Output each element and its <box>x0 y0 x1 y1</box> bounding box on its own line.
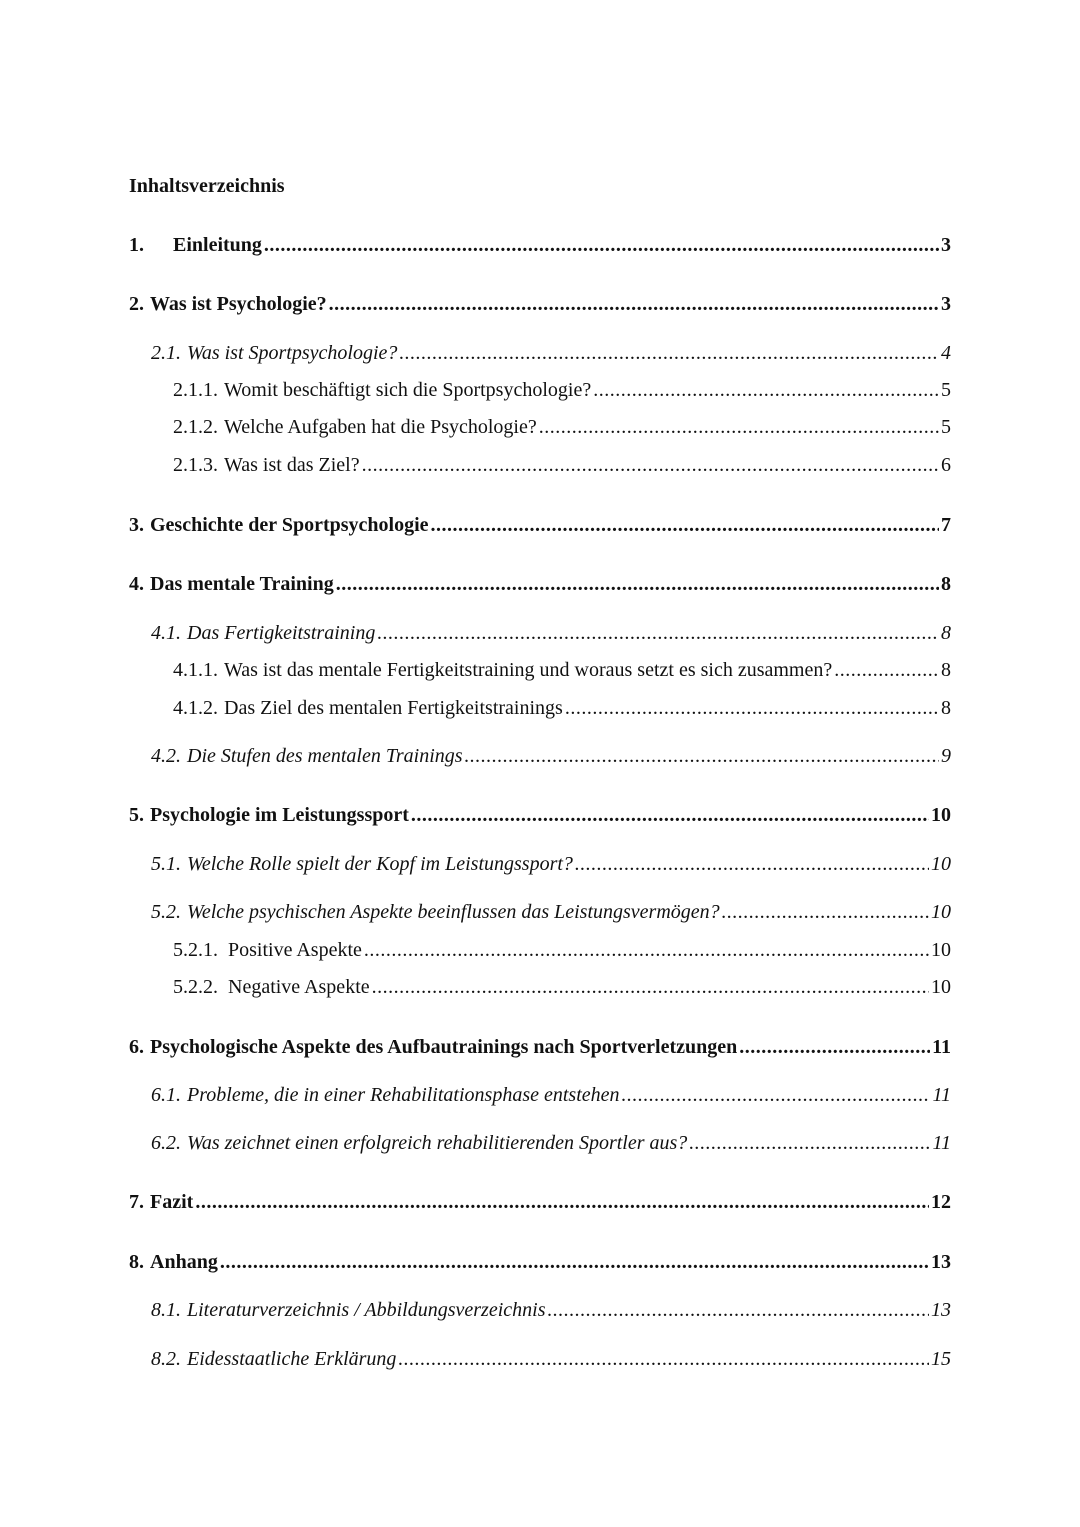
toc-entry-page: 4 <box>941 342 951 364</box>
toc-entry-number: 2.1.3. <box>173 454 218 476</box>
dot-leader <box>465 743 939 769</box>
toc-entry-number: 5.2.2. <box>173 976 218 998</box>
toc-entry-5-2[interactable] <box>151 899 951 925</box>
dot-leader <box>689 1130 930 1156</box>
toc-entry-title: Eidesstaatliche Erklärung <box>187 1348 397 1370</box>
toc-entry-number: 2.1. <box>151 342 181 364</box>
toc-entry-title: Welche Aufgaben hat die Psychologie? <box>224 416 537 438</box>
dot-leader <box>195 1189 929 1215</box>
dot-leader <box>336 571 939 597</box>
toc-entry-number: 4.1. <box>151 622 181 644</box>
toc-entry-title: Geschichte der Sportpsychologie <box>150 514 429 536</box>
toc-entry-2-1[interactable] <box>151 340 951 366</box>
toc-entry-page: 8 <box>941 697 951 719</box>
page-title: Inhaltsverzeichnis <box>129 175 285 197</box>
toc-entry-number: 3. <box>129 514 144 536</box>
toc-entry-number: 5.2. <box>151 901 181 923</box>
toc-entry-page: 3 <box>941 234 951 256</box>
toc-entry-page: 13 <box>931 1299 951 1321</box>
toc-entry-page: 11 <box>932 1132 951 1154</box>
dot-leader <box>834 657 939 683</box>
toc-entry-page: 10 <box>931 853 951 875</box>
toc-entry-title: Was ist Psychologie? <box>150 293 327 315</box>
toc-entry-5-2-2[interactable] <box>173 974 951 1000</box>
toc-entry-4-1-1[interactable] <box>173 657 951 683</box>
toc-entry-1[interactable] <box>129 232 951 258</box>
toc-entry-7[interactable] <box>129 1189 951 1215</box>
toc-entry-page: 7 <box>941 514 951 536</box>
toc-entry-2-1-3[interactable] <box>173 452 951 478</box>
toc-entry-page: 12 <box>931 1191 951 1213</box>
toc-entry-page: 5 <box>941 379 951 401</box>
toc-entry-title: Das Ziel des mentalen Fertigkeitstrainings <box>224 697 563 719</box>
toc-entry-8[interactable] <box>129 1249 951 1275</box>
toc-entry-page: 10 <box>931 901 951 923</box>
dot-leader <box>575 851 929 877</box>
toc-entry-page: 15 <box>931 1348 951 1370</box>
toc-entry-page: 3 <box>941 293 951 315</box>
toc-entry-6[interactable] <box>129 1034 951 1060</box>
toc-entry-number: 6.1. <box>151 1084 181 1106</box>
toc-entry-5-1[interactable] <box>151 851 951 877</box>
dot-leader <box>539 414 939 440</box>
toc-entry-page: 10 <box>931 976 951 998</box>
toc-entry-2[interactable] <box>129 291 951 317</box>
dot-leader <box>362 452 939 478</box>
toc-entry-5-2-1[interactable] <box>173 937 951 963</box>
toc-entry-number: 6.2. <box>151 1132 181 1154</box>
toc-entry-8-1[interactable] <box>151 1297 951 1323</box>
toc-entry-number: 5.2.1. <box>173 939 218 961</box>
toc-entry-number: 8. <box>129 1251 144 1273</box>
toc-entry-number: 2.1.2. <box>173 416 218 438</box>
toc-entry-title: Das mentale Training <box>150 573 334 595</box>
toc-entry-title: Die Stufen des mentalen Trainings <box>187 745 463 767</box>
toc-entry-page: 13 <box>931 1251 951 1273</box>
dot-leader <box>593 377 939 403</box>
dot-leader <box>398 1346 929 1372</box>
toc-entry-number: 2.1.1. <box>173 379 218 401</box>
dot-leader <box>722 899 929 925</box>
toc-entry-title: Psychologische Aspekte des Aufbautrainings nach Sportverletzungen <box>150 1036 738 1058</box>
toc-entry-6-1[interactable] <box>151 1082 951 1108</box>
toc-entry-page: 9 <box>941 745 951 767</box>
dot-leader <box>220 1249 929 1275</box>
toc-entry-4-1-2[interactable] <box>173 695 951 721</box>
toc-entry-5[interactable] <box>129 802 951 828</box>
toc-entry-number: 5. <box>129 804 144 826</box>
toc-entry-title: Womit beschäftigt sich die Sportpsychologie? <box>224 379 592 401</box>
toc-entry-number: 7. <box>129 1191 144 1213</box>
dot-leader <box>431 512 939 538</box>
dot-leader <box>364 937 929 963</box>
dot-leader <box>565 695 939 721</box>
toc-entry-page: 5 <box>941 416 951 438</box>
toc-entry-title: Fazit <box>150 1191 194 1213</box>
toc-entry-page: 11 <box>932 1036 951 1058</box>
toc-entry-page: 6 <box>941 454 951 476</box>
toc-entry-number: 8.2. <box>151 1348 181 1370</box>
toc-entry-number: 8.1. <box>151 1299 181 1321</box>
toc-entry-page: 10 <box>931 804 951 826</box>
toc-entry-title: Positive Aspekte <box>228 939 362 961</box>
toc-entry-page: 10 <box>931 939 951 961</box>
dot-leader <box>329 291 939 317</box>
toc-entry-4-1[interactable] <box>151 620 951 646</box>
toc-entry-title: Welche psychischen Aspekte beeinflussen das Leistungsvermögen? <box>187 901 720 923</box>
toc-entry-title: Einleitung <box>173 234 262 256</box>
dot-leader <box>399 340 939 366</box>
toc-entry-number: 1. <box>129 234 144 256</box>
toc-entry-title: Welche Rolle spielt der Kopf im Leistungssport? <box>187 853 573 875</box>
dot-leader <box>372 974 929 1000</box>
dot-leader <box>377 620 939 646</box>
toc-entry-title: Was ist das Ziel? <box>224 454 360 476</box>
toc-entry-title: Was zeichnet einen erfolgreich rehabilitierenden Sportler aus? <box>187 1132 688 1154</box>
dot-leader <box>264 232 939 258</box>
toc-entry-page: 11 <box>932 1084 951 1106</box>
toc-entry-title: Literaturverzeichnis / Abbildungsverzeichnis <box>187 1299 546 1321</box>
toc-entry-title: Was ist das mentale Fertigkeitstraining und woraus setzt es sich zusammen? <box>224 659 833 681</box>
toc-entry-2-1-2[interactable] <box>173 414 951 440</box>
toc-entry-6-2[interactable] <box>151 1130 951 1156</box>
toc-entry-title: Das Fertigkeitstraining <box>187 622 376 644</box>
toc-entry-title: Was ist Sportpsychologie? <box>187 342 398 364</box>
toc-entry-number: 4.1.1. <box>173 659 218 681</box>
toc-entry-title: Anhang <box>150 1251 218 1273</box>
toc-entry-title: Probleme, die in einer Rehabilitationsphase entstehen <box>187 1084 620 1106</box>
toc-entry-number: 5.1. <box>151 853 181 875</box>
toc-entry-number: 4.2. <box>151 745 181 767</box>
dot-leader <box>739 1034 930 1060</box>
toc-entry-number: 6. <box>129 1036 144 1058</box>
dot-leader <box>548 1297 930 1323</box>
dot-leader <box>411 802 929 828</box>
toc-entry-8-2[interactable] <box>151 1346 951 1372</box>
toc-entry-number: 4. <box>129 573 144 595</box>
toc-entry-number: 2. <box>129 293 144 315</box>
dot-leader <box>622 1082 931 1108</box>
toc-entry-page: 8 <box>941 573 951 595</box>
toc-entry-title: Negative Aspekte <box>228 976 370 998</box>
toc-entry-4[interactable] <box>129 571 951 597</box>
toc-entry-2-1-1[interactable] <box>173 377 951 403</box>
toc-entry-4-2[interactable] <box>151 743 951 769</box>
toc-entry-3[interactable] <box>129 512 951 538</box>
toc-entry-number: 4.1.2. <box>173 697 218 719</box>
toc-entry-title: Psychologie im Leistungssport <box>150 804 409 826</box>
toc-entry-page: 8 <box>941 659 951 681</box>
toc-entry-page: 8 <box>941 622 951 644</box>
